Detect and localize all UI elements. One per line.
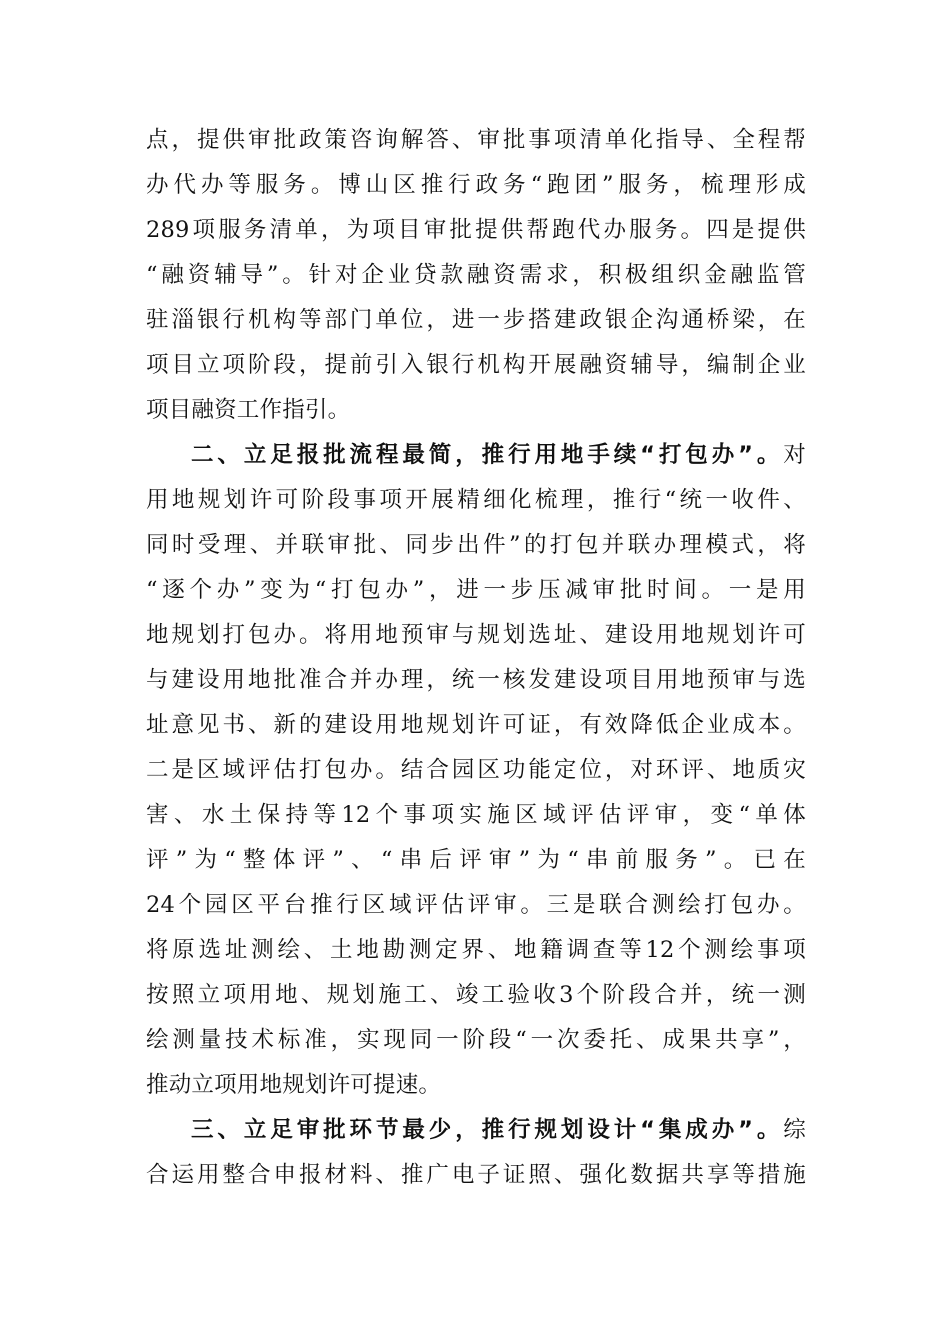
text-line: 24个园区平台推行区域评估评审。三是联合测绘打包办。 <box>146 892 806 918</box>
text-line: 项目融资工作指引。 <box>146 397 351 423</box>
text-line: 项目立项阶段，提前引入银行机构开展融资辅导，编制企业 <box>146 352 806 378</box>
text-line: 与建设用地批准合并办理，统一核发建设项目用地预审与选 <box>146 667 806 693</box>
text-line: 办代办等服务。博山区推行政务“跑团”服务，梳理形成 <box>146 172 806 198</box>
text-line: 按照立项用地、规划施工、竣工验收3个阶段合并，统一测 <box>146 982 806 1008</box>
text-line: 地规划打包办。将用地预审与规划选址、建设用地规划许可 <box>146 622 806 648</box>
paragraph-continuation <box>146 118 806 433</box>
section-heading: 三、立足审批环节最少，推行规划设计“集成办”。 <box>191 1117 784 1143</box>
section-heading-line <box>146 1108 806 1153</box>
text-line: 合运用整合申报材料、推广电子证照、强化数据共享等措施 <box>146 1162 806 1188</box>
text-line: 同时受理、并联审批、同步出件”的打包并联办理模式，将 <box>146 532 806 558</box>
text-line: 用地规划许可阶段事项开展精细化梳理，推行“统一收件、 <box>146 487 806 513</box>
text-line: 289项服务清单，为项目审批提供帮跑代办服务。四是提供 <box>146 217 806 243</box>
text-line: “融资辅导”。针对企业贷款融资需求，积极组织金融监管 <box>146 262 806 288</box>
text-line: 推动立项用地规划许可提速。 <box>146 1072 442 1098</box>
text-line: 驻淄银行机构等部门单位，进一步搭建政银企沟通桥梁，在 <box>146 307 806 333</box>
text-line: 二是区域评估打包办。结合园区功能定位，对环评、地质灾 <box>146 757 806 783</box>
section-heading: 二、立足报批流程最简，推行用地手续“打包办”。 <box>191 442 784 468</box>
text-line: 点，提供审批政策咨询解答、审批事项清单化指导、全程帮 <box>146 127 806 153</box>
text-line: 址意见书、新的建设用地规划许可证，有效降低企业成本。 <box>146 712 806 738</box>
document-body <box>146 118 806 1198</box>
section-heading-line <box>146 433 806 478</box>
paragraph-section-three <box>146 1108 806 1198</box>
heading-tail-text: 综 <box>783 1117 806 1143</box>
text-line: 绘测量技术标准，实现同一阶段“一次委托、成果共享”， <box>146 1027 806 1053</box>
text-line: 害、水土保持等12个事项实施区域评估评审，变“单体 <box>146 802 806 828</box>
heading-tail-text: 对 <box>783 442 806 468</box>
text-line: “逐个办”变为“打包办”，进一步压减审批时间。一是用 <box>146 577 806 603</box>
paragraph-section-two <box>146 433 806 1108</box>
text-line: 评”为“整体评”、“串后评审”为“串前服务”。已在 <box>146 847 806 873</box>
text-line: 将原选址测绘、土地勘测定界、地籍调查等12个测绘事项 <box>146 937 806 963</box>
